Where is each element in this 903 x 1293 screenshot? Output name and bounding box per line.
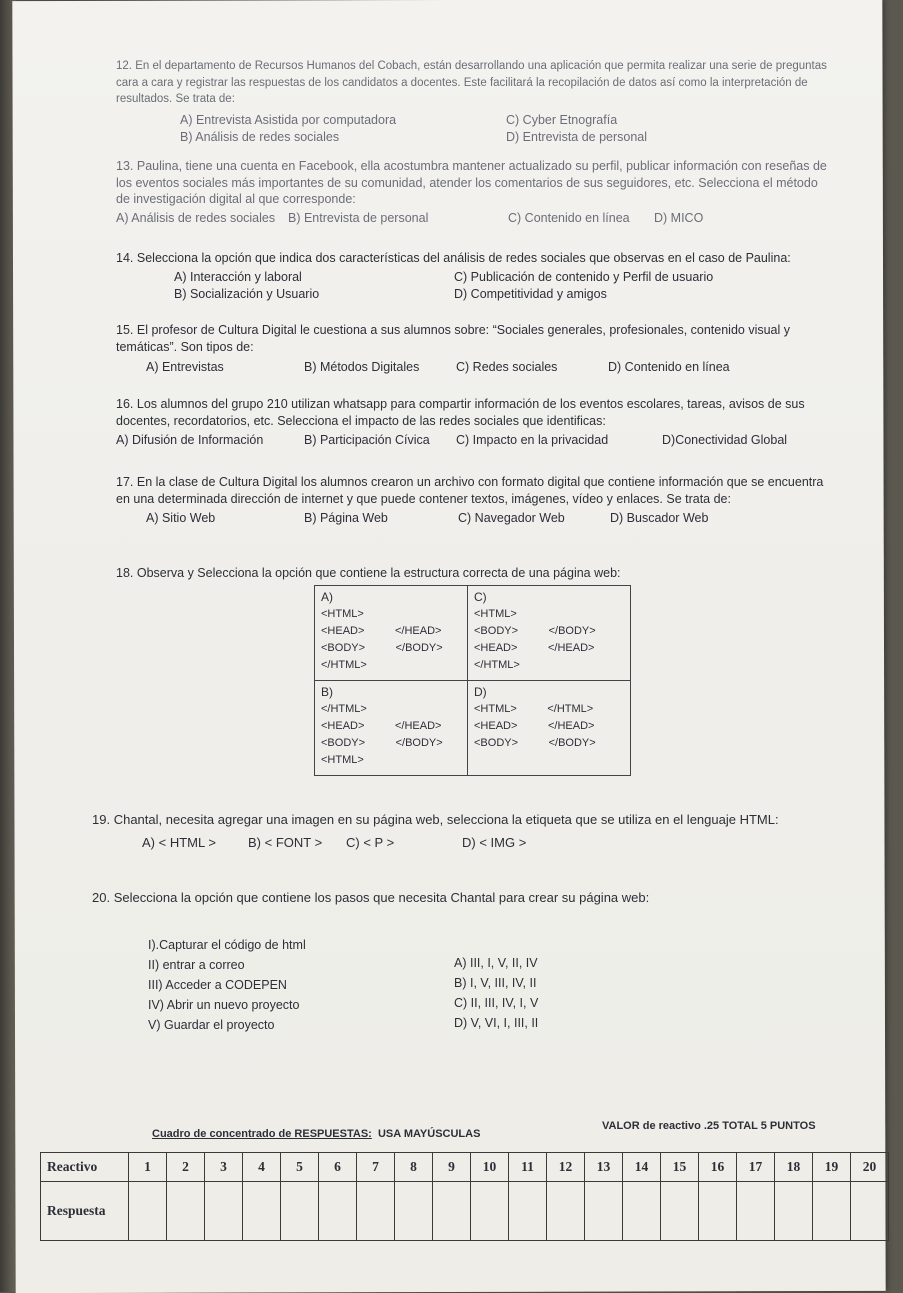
question-body: Observa y Selecciona la opción que contiene la estructura correcta de una página web: [136, 566, 621, 580]
grid-number: 18 [775, 1153, 813, 1182]
grid-number: 2 [167, 1153, 205, 1182]
answer-cell[interactable] [357, 1182, 395, 1241]
option-a: A) Entrevistas [146, 360, 224, 374]
option-d: D) Competitividad y amigos [454, 286, 607, 301]
option-a: A) < HTML > [142, 834, 216, 850]
option-label: A) [321, 590, 333, 604]
grid-number: 6 [319, 1153, 357, 1182]
answer-sheet-title-underlined: Cuadro de concentrado de RESPUESTAS: [152, 1128, 372, 1140]
answer-sheet-title [152, 1128, 480, 1140]
question-19 [92, 812, 852, 852]
option-a: A) Difusión de Información [116, 433, 264, 447]
option-d: D) V, VI, I, III, II [454, 1015, 539, 1030]
grid-number: 7 [357, 1153, 395, 1182]
option-c: C) Navegador Web [458, 511, 565, 525]
question-13 [116, 158, 828, 227]
code-option-c [468, 586, 631, 681]
answer-cell[interactable] [585, 1182, 623, 1241]
code-line: <HEAD> </HEAD> [321, 720, 442, 732]
code-line: <HEAD> </HEAD> [321, 625, 442, 637]
code-line: </HTML> [321, 659, 367, 671]
answer-grid [40, 1152, 889, 1241]
option-b: B) Entrevista de personal [288, 210, 429, 225]
question-body: Selecciona la opción que indica dos características del análisis de redes sociales que observas en el caso de Paulina: [136, 251, 791, 265]
grid-number: 5 [281, 1153, 319, 1182]
row-label: Reactivo [41, 1153, 129, 1182]
steps-and-options [92, 935, 852, 1045]
code-option-d [468, 681, 631, 776]
answer-cell[interactable] [737, 1182, 775, 1241]
option-d: D) < IMG > [462, 834, 527, 850]
answer-cell[interactable] [129, 1182, 167, 1241]
option-d: D) Contenido en línea [608, 360, 730, 374]
option-d: D) MICO [654, 210, 704, 225]
grid-number: 13 [585, 1153, 623, 1182]
grid-number: 11 [509, 1153, 547, 1182]
grid-number: 3 [205, 1153, 243, 1182]
step-item: I).Capturar el código de html [148, 937, 306, 952]
code-line: <BODY> </BODY> [474, 625, 596, 637]
answer-cell[interactable] [471, 1182, 509, 1241]
answer-cell[interactable] [509, 1182, 547, 1241]
option-c: C) < P > [346, 834, 395, 850]
question-number: 17. [116, 475, 134, 489]
question-number: 20. [92, 890, 111, 905]
option-c: C) II, III, IV, I, V [454, 995, 539, 1010]
grid-number: 10 [471, 1153, 509, 1182]
question-text [116, 396, 828, 429]
question-body: Chantal, necesita agregar una imagen en su página web, selecciona la etiqueta que se utiliza en el lenguaje HTML: [113, 812, 779, 827]
option-c: C) Impacto en la privacidad [456, 433, 609, 447]
answer-cell[interactable] [205, 1182, 243, 1241]
answer-cell[interactable] [319, 1182, 357, 1241]
option-b: B) Participación Cívica [304, 433, 430, 447]
code-line: <HTML> [474, 608, 517, 620]
option-d: D)Conectividad Global [662, 433, 788, 447]
grid-number: 8 [395, 1153, 433, 1182]
question-text [92, 890, 852, 907]
question-text [116, 158, 828, 208]
option-label: C) [474, 590, 487, 604]
question-body: Los alumnos del grupo 210 utilizan whatsapp para compartir información de los eventos escolares, tareas, avisos de sus docentes, recordatorios, etc. Selecciona el impacto de las redes sociales que identificas: [116, 397, 805, 428]
grid-number: 4 [243, 1153, 281, 1182]
question-15 [116, 322, 828, 376]
question-body: En el departamento de Recursos Humanos del Cobach, están desarrollando una aplicación que permita realizar una serie de preguntas cara a cara y registrar las respuestas de los candidatos a docentes. Este facilitará la recopilación de datos así como la interpretación de resultados. Se trata de: [116, 60, 827, 105]
code-line: <HTML> [321, 608, 364, 620]
option-a: A) Entrevista Asistida por computadora [180, 112, 397, 127]
question-20 [92, 890, 852, 1045]
code-line: <BODY> </BODY> [321, 642, 443, 654]
code-line: </HTML> [474, 659, 520, 671]
answer-sheet-title-rest: USA MAYÚSCULAS [377, 1128, 481, 1140]
question-body: Paulina, tiene una cuenta en Facebook, ella acostumbra mantener actualizado su perfil, publicar información con reseñas de los eventos sociales más importantes de su comunidad, atender los comentarios de sus seguidores, etc. Selecciona el método de investigación digital al que corresponde: [116, 159, 827, 206]
question-text [116, 58, 828, 108]
question-text [92, 812, 852, 829]
answer-cell[interactable] [547, 1182, 585, 1241]
code-line: <BODY> </BODY> [474, 737, 596, 749]
answer-cell[interactable] [281, 1182, 319, 1241]
answer-cell[interactable] [623, 1182, 661, 1241]
grid-number: 12 [547, 1153, 585, 1182]
option-b: B) Socialización y Usuario [174, 286, 320, 301]
code-line: <BODY> </BODY> [321, 737, 443, 749]
step-item: V) Guardar el proyecto [148, 1017, 275, 1032]
code-option-a [315, 586, 468, 681]
grid-number: 14 [623, 1153, 661, 1182]
reactivo-row [41, 1153, 889, 1182]
grid-number: 20 [851, 1153, 889, 1182]
question-16 [116, 396, 828, 449]
code-option-b [315, 681, 468, 776]
answer-cell[interactable] [243, 1182, 281, 1241]
answer-cell[interactable] [851, 1182, 889, 1241]
step-item: II) entrar a correo [148, 957, 245, 972]
question-text [116, 250, 828, 267]
question-text [116, 322, 828, 355]
option-b: B) Métodos Digitales [304, 360, 420, 374]
option-label: D) [474, 685, 487, 699]
respuesta-row [41, 1182, 889, 1241]
value-note: VALOR de reactivo .25 TOTAL 5 PUNTOS [602, 1120, 816, 1132]
code-line: <HTML> </HTML> [474, 703, 594, 715]
question-body: En la clase de Cultura Digital los alumnos crearon un archivo con formato digital que contiene información que se encuentra en una determinada dirección de internet y que puede contener textos, imágenes, vídeo y enlaces. Se trata de: [116, 475, 824, 506]
answer-cell[interactable] [661, 1182, 699, 1241]
grid-number: 17 [737, 1153, 775, 1182]
question-number: 12. [116, 60, 132, 72]
answer-cell[interactable] [813, 1182, 851, 1241]
question-text [116, 565, 828, 582]
code-line: <HEAD> </HEAD> [474, 642, 595, 654]
answer-cell[interactable] [775, 1182, 813, 1241]
option-c: C) Publicación de contenido y Perfil de usuario [454, 269, 714, 284]
grid-number: 15 [661, 1153, 699, 1182]
question-number: 15. [116, 323, 134, 337]
question-body: El profesor de Cultura Digital le cuestiona a sus alumnos sobre: “Sociales generales, profesionales, contenido visual y temáticas”. Son tipos de: [116, 323, 791, 354]
step-item: IV) Abrir un nuevo proyecto [148, 997, 300, 1012]
question-body: Selecciona la opción que contiene los pasos que necesita Chantal para crear su página web: [113, 890, 650, 905]
question-number: 14. [116, 251, 134, 265]
grid-number: 9 [433, 1153, 471, 1182]
question-14 [116, 250, 828, 303]
option-a: A) Sitio Web [146, 511, 216, 525]
option-b: B) < FONT > [248, 834, 323, 850]
option-a: A) Interacción y laboral [174, 269, 302, 284]
option-c: C) Redes sociales [456, 360, 558, 374]
question-number: 13. [116, 159, 134, 173]
question-number: 18. [116, 566, 134, 580]
code-line: <HTML> [321, 754, 364, 766]
grid-number: 16 [699, 1153, 737, 1182]
option-d: D) Buscador Web [610, 511, 709, 525]
code-line: <HEAD> </HEAD> [474, 720, 595, 732]
answer-cell[interactable] [167, 1182, 205, 1241]
question-text [116, 474, 828, 507]
answer-cell[interactable] [395, 1182, 433, 1241]
option-label: B) [321, 685, 333, 699]
grid-number: 1 [129, 1153, 167, 1182]
question-number: 16. [116, 397, 134, 411]
question-18 [116, 565, 828, 582]
option-b: B) Página Web [304, 511, 388, 525]
option-d: D) Entrevista de personal [506, 129, 648, 144]
option-b: B) Análisis de redes sociales [180, 129, 340, 144]
question-17 [116, 474, 828, 527]
row-label: Respuesta [41, 1182, 129, 1241]
question-12 [116, 58, 828, 146]
html-structure-options [314, 585, 631, 776]
option-c: C) Contenido en línea [508, 210, 630, 225]
grid-number: 19 [813, 1153, 851, 1182]
question-number: 19. [92, 812, 111, 827]
answer-cell[interactable] [699, 1182, 737, 1241]
answer-cell[interactable] [433, 1182, 471, 1241]
option-a: A) Análisis de redes sociales [116, 210, 276, 225]
option-a: A) III, I, V, II, IV [454, 955, 538, 970]
option-b: B) I, V, III, IV, II [454, 975, 537, 990]
step-item: III) Acceder a CODEPEN [148, 977, 287, 992]
code-line: </HTML> [321, 703, 367, 715]
option-c: C) Cyber Etnografía [506, 112, 618, 127]
